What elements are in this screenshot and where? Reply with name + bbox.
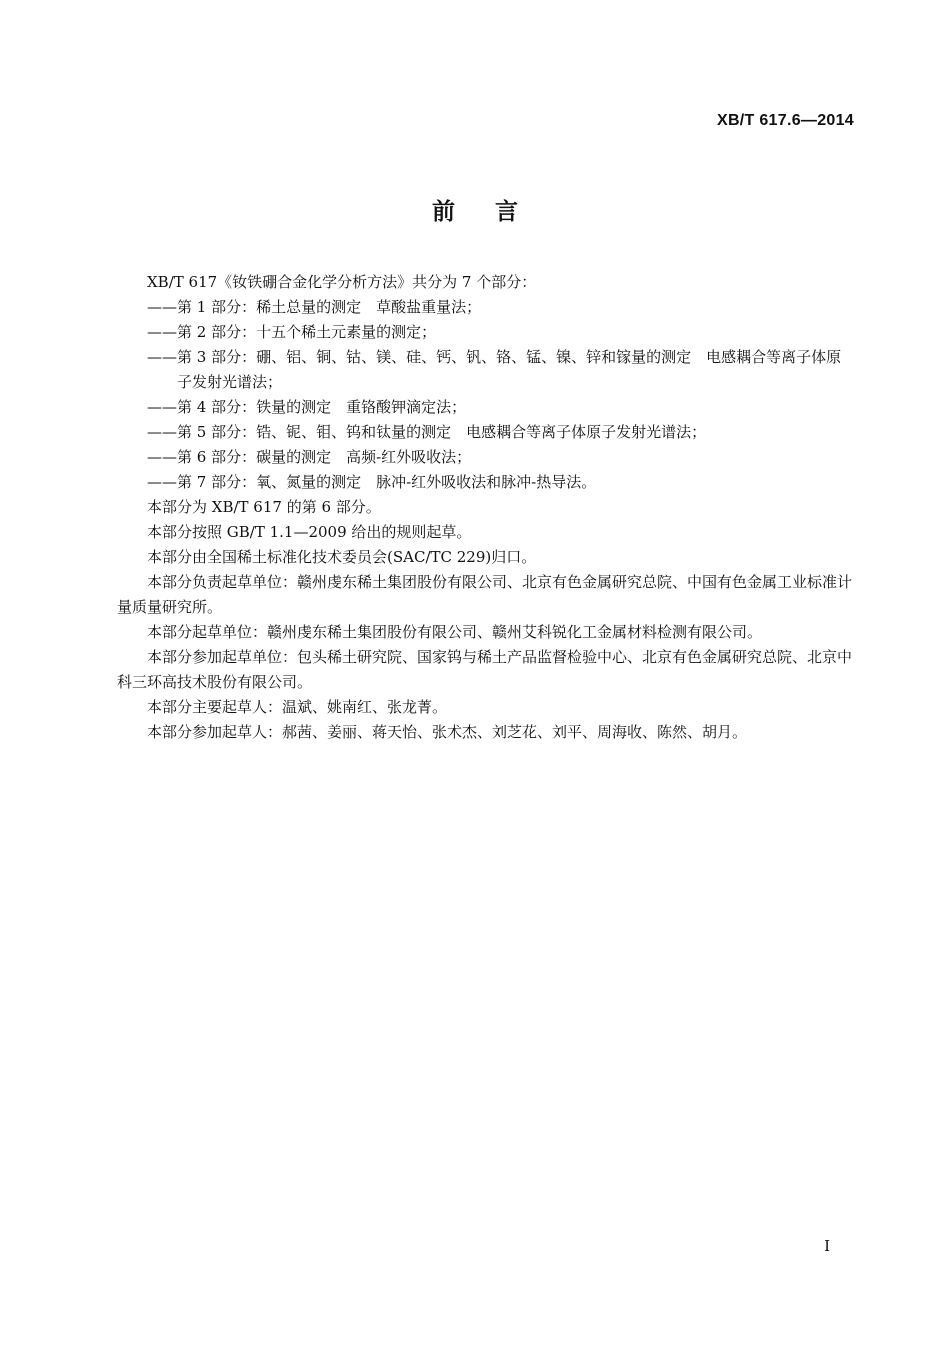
paragraph: 本部分参加起草单位：包头稀土研究院、国家钨与稀土产品监督检验中心、北京有色金属研究总院、北京中科三环高技术股份有限公司。 <box>117 648 853 691</box>
list-item: ——第 1 部分：稀土总量的测定 草酸盐重量法； <box>147 298 482 316</box>
list-item: ——第 4 部分：铁量的测定 重铬酸钾滴定法； <box>147 398 467 416</box>
paragraph: 本部分由全国稀土标准化技术委员会(SAC/TC 229)归口。 <box>147 548 537 566</box>
paragraph: 本部分为 XB/T 617 的第 6 部分。 <box>147 498 381 516</box>
intro-paragraph: XB/T 617《钕铁硼合金化学分析方法》共分为 7 个部分： <box>147 273 537 291</box>
list-item: ——第 5 部分：锆、铌、钼、钨和钛量的测定 电感耦合等离子体原子发射光谱法； <box>147 423 707 441</box>
list-item: ——第 2 部分：十五个稀土元素量的测定； <box>147 323 437 341</box>
list-item: ——第 6 部分：碳量的测定 高频-红外吸收法； <box>147 448 472 466</box>
foreword-body <box>117 270 855 745</box>
standard-code: XB/T 617.6—2014 <box>716 112 854 129</box>
list-item: ——第 7 部分：氧、氮量的测定 脉冲-红外吸收法和脉冲-热导法。 <box>147 473 597 491</box>
paragraph: 本部分参加起草人：郝茜、姜丽、蒋天怡、张术杰、刘芝花、刘平、周海收、陈然、胡月。 <box>147 723 748 741</box>
page-title: 前言 <box>432 199 558 225</box>
paragraph: 本部分主要起草人：温斌、姚南红、张龙菁。 <box>147 698 448 716</box>
paragraph: 本部分起草单位：赣州虔东稀土集团股份有限公司、赣州艾科锐化工金属材料检测有限公司。 <box>147 623 763 641</box>
paragraph: 本部分按照 GB/T 1.1—2009 给出的规则起草。 <box>147 523 472 541</box>
page-number: I <box>824 1237 830 1255</box>
list-item: ——第 3 部分：硼、铝、铜、钴、镁、硅、钙、钒、铬、锰、镍、锌和镓量的测定 电感耦合等离子体原子发射光谱法； <box>147 348 842 391</box>
paragraph: 本部分负责起草单位：赣州虔东稀土集团股份有限公司、北京有色金属研究总院、中国有色金属工业标准计量质量研究所。 <box>117 573 853 616</box>
